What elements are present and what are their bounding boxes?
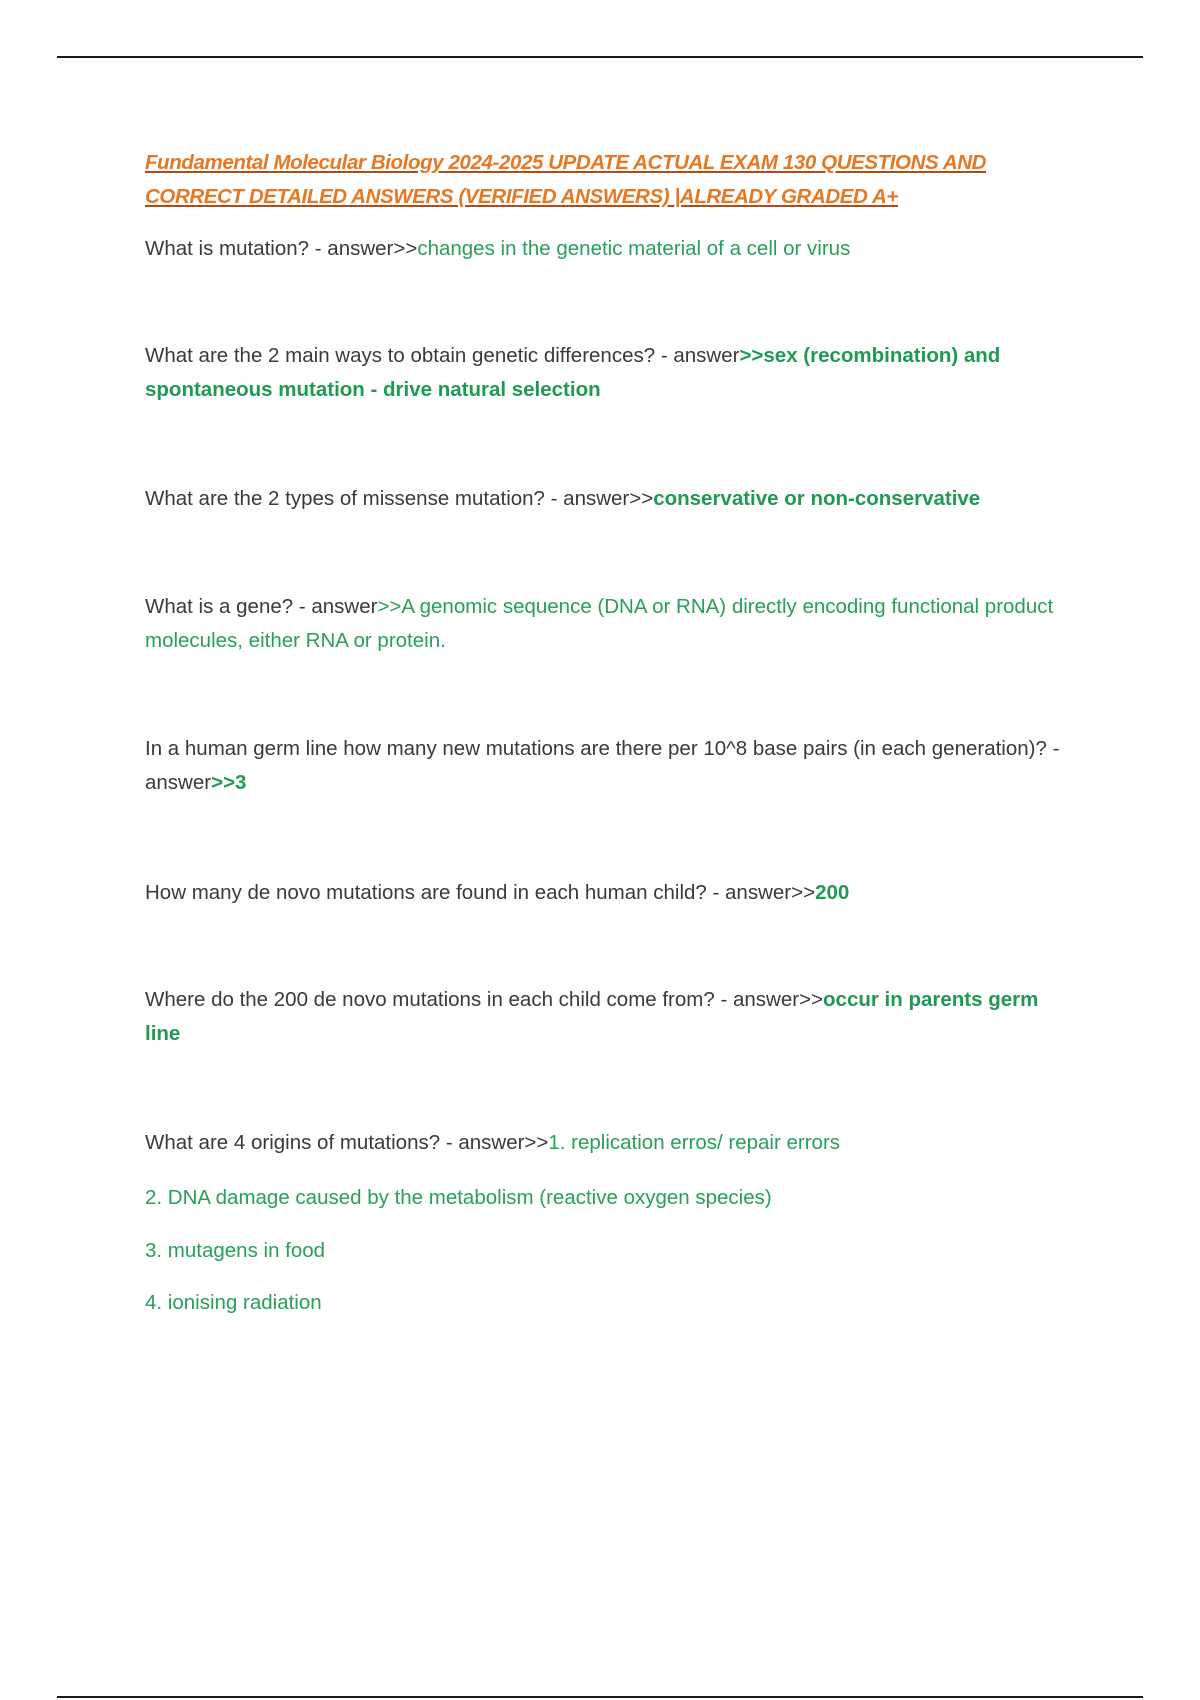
- question-text: What are the 2 types of missense mutation? - answer>>: [145, 487, 654, 510]
- document-title: Fundamental Molecular Biology 2024-2025 UPDATE ACTUAL EXAM 130 QUESTIONS AND CORRECT DETAILED ANSWERS (VERIFIED ANSWERS) |ALREADY GRADED A+: [145, 151, 987, 208]
- qa-item-8: [145, 1126, 1075, 1160]
- question-text: What are the 2 main ways to obtain genetic differences? - answer: [145, 344, 740, 367]
- qa-item-7: [145, 983, 1075, 1051]
- answer-list-item: 4. ionising radiation: [145, 1291, 322, 1314]
- answer-list-item: 2. DNA damage caused by the metabolism (reactive oxygen species): [145, 1186, 772, 1209]
- top-rule: [57, 56, 1143, 58]
- qa-item-3: [145, 482, 1075, 516]
- question-text: In a human germ line how many new mutations are there per 10^8 base pairs (in each generation)? - answer: [145, 737, 1060, 794]
- question-text: What is a gene? - answer: [145, 595, 378, 618]
- answer-text: 1. replication erros/ repair errors: [548, 1131, 841, 1154]
- qa-item-1: [145, 232, 1075, 266]
- bottom-rule: [57, 1696, 1143, 1698]
- question-text: How many de novo mutations are found in each human child? - answer>>: [145, 881, 816, 904]
- answer-text: >>A genomic sequence (DNA or RNA) directly encoding functional product molecules, either RNA or protein.: [145, 595, 1054, 652]
- question-text: What are 4 origins of mutations? - answer>>: [145, 1131, 549, 1154]
- answer-text: >>3: [211, 771, 247, 794]
- answer-text: >>sex (recombination) and spontaneous mutation - drive natural selection: [145, 344, 1001, 401]
- qa-item-2: [145, 339, 1075, 407]
- qa-item-4: [145, 590, 1075, 658]
- document-body: [145, 146, 1075, 1314]
- answer-text: occur in parents germ line: [145, 988, 1039, 1045]
- answer-text: conservative or non-conservative: [653, 487, 981, 510]
- qa-item-6: [145, 876, 1075, 910]
- answer-list-item: 3. mutagens in food: [145, 1239, 326, 1262]
- answer-text: 200: [815, 881, 850, 904]
- qa-item-5: [145, 732, 1075, 800]
- question-text: What is mutation? - answer>>: [145, 237, 418, 260]
- question-text: Where do the 200 de novo mutations in each child come from? - answer>>: [145, 988, 824, 1011]
- answer-text: changes in the genetic material of a cell or virus: [417, 237, 851, 260]
